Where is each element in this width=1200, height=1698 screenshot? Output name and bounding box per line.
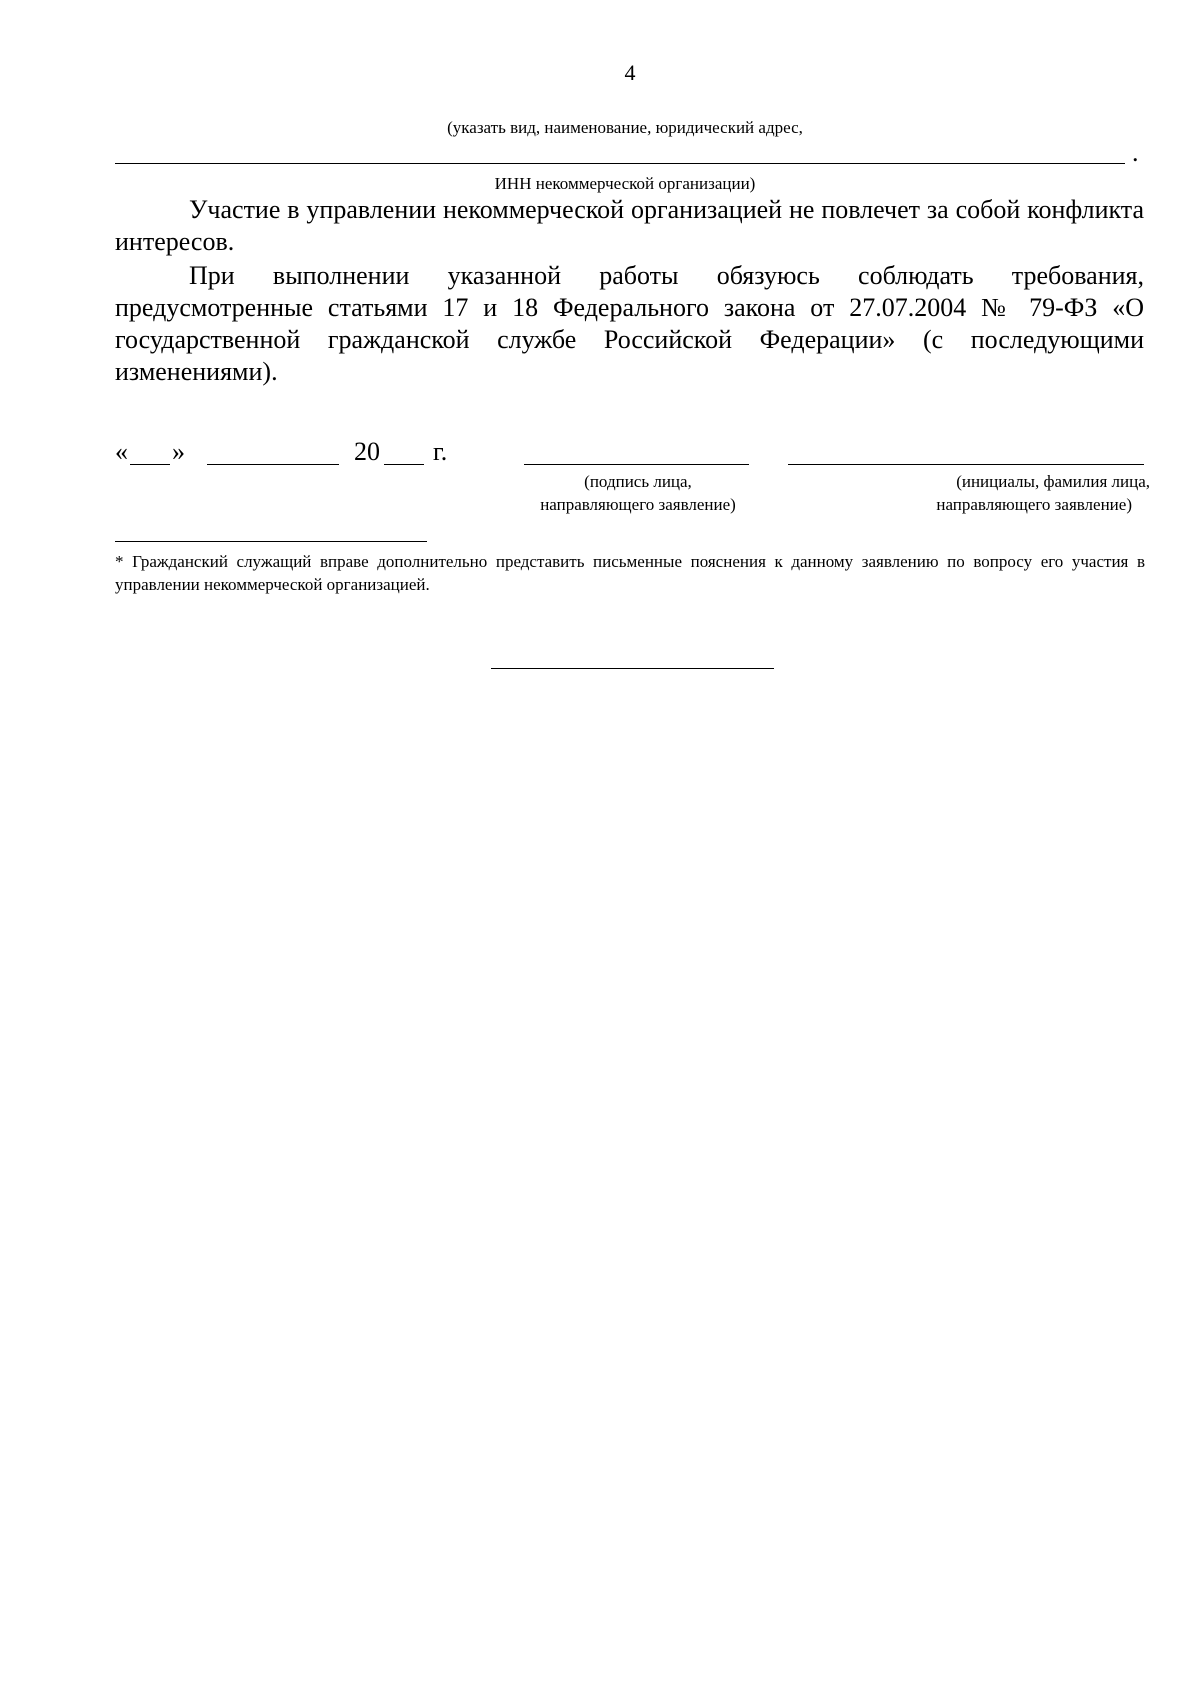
date-year-prefix: 20 [354,437,380,466]
signature-line [524,464,749,465]
name-caption-line-1: (инициалы, фамилия лица, [956,472,1150,491]
end-of-document-line [491,668,774,669]
org-hint-top: (указать вид, наименование, юридический адрес, [447,118,803,137]
signature-caption [518,470,758,516]
date-day-blank [130,464,170,465]
date-month-blank [207,464,339,465]
signature-caption-line-2: направляющего заявление) [540,495,736,514]
name-caption [885,470,1150,516]
org-hint-bottom: ИНН некоммерческой организации) [494,174,756,193]
name-caption-line-2: направляющего заявление) [936,495,1132,514]
paragraph-obligations: При выполнении указанной работы обязуюсь соблюдать требования, предусмотренные статьями 17 и 18 Федерального закона от 27.07.2004 № 79-ФЗ «О государственной гражданской службе Российской Федерации» (с последующими изменениями). [115,261,1144,386]
footnote-separator [115,541,427,542]
org-fill-line [115,163,1125,164]
date-close-quote: » [172,437,185,466]
signature-caption-line-1: (подпись лица, [584,472,692,491]
paragraph-no-conflict: Участие в управлении некоммерческой организацией не повлечет за собой конфликта интересов. [115,195,1144,256]
footnote: * Гражданский служащий вправе дополнительно представить письменные пояснения к данному заявлению по вопросу его участия в управлении некоммерческой организацией. [115,552,1145,594]
date-open-quote: « [115,437,128,466]
date-year-blank [384,464,424,465]
date-year-suffix: г. [433,437,448,466]
org-fill-period: . [1132,138,1139,167]
name-line [788,464,1144,465]
page-number: 4 [624,60,636,85]
